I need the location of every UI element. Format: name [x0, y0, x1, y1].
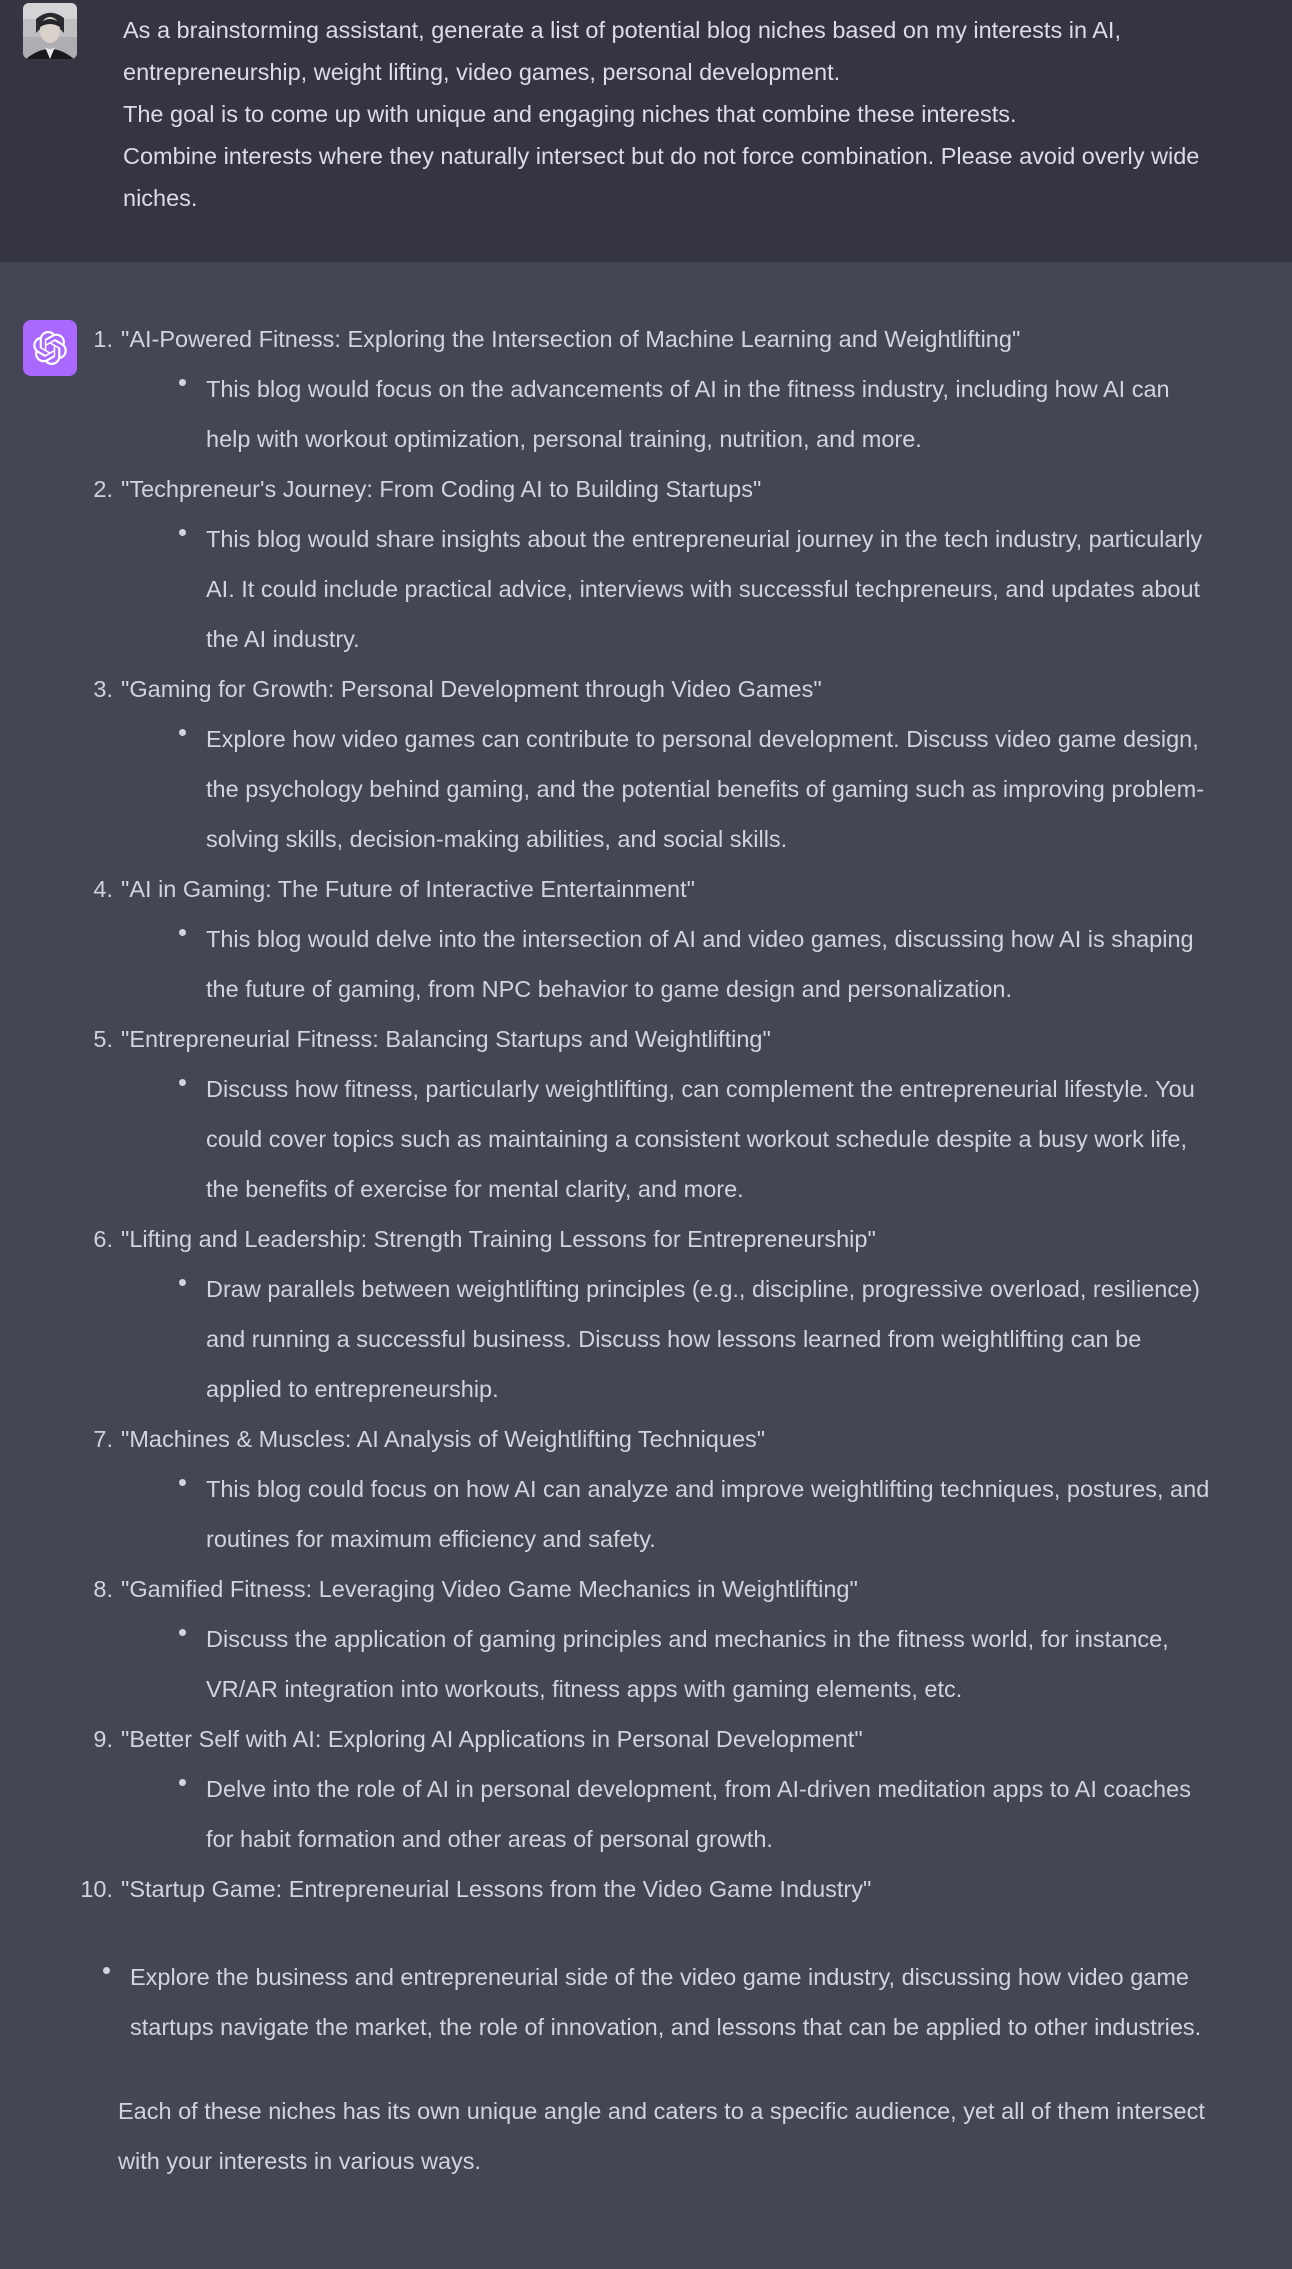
- item-description: This blog would focus on the advancements of AI in the fitness industry, including how AI can help with workout optimization, personal training, nutrition, and more.: [206, 364, 1220, 464]
- item-title: "Gaming for Growth: Personal Development through Video Games": [121, 676, 822, 702]
- item-bullets: [121, 914, 1220, 1014]
- list-item: [71, 464, 1220, 664]
- item-title: "AI in Gaming: The Future of Interactive Entertainment": [121, 876, 695, 902]
- item-number: 6.: [93, 1226, 113, 1252]
- item-bullets: [121, 1764, 1220, 1864]
- openai-logo-icon: [33, 331, 67, 365]
- user-message: [0, 0, 1292, 262]
- item-number: 7.: [93, 1426, 113, 1452]
- user-avatar: [23, 3, 77, 59]
- item-number: 4.: [93, 876, 113, 902]
- user-paragraph: The goal is to come up with unique and engaging niches that combine these interests.: [123, 101, 1017, 127]
- item-description: Explore how video games can contribute to personal development. Discuss video game design, the psychology behind gaming, and the potential benefits of gaming such as improving problem-solving skills, decision-making abilities, and social skills.: [206, 714, 1220, 864]
- item-number: 1.: [93, 326, 113, 352]
- list-item: [71, 1864, 1220, 1914]
- item-bullets: [121, 1264, 1220, 1414]
- item-number: 5.: [93, 1026, 113, 1052]
- item-description: Draw parallels between weightlifting principles (e.g., discipline, progressive overload, resilience) and running a successful business. Discuss how lessons learned from weightlifting can be applied to entrepreneurship.: [206, 1264, 1220, 1414]
- item-description: Discuss how fitness, particularly weightlifting, can complement the entrepreneurial lifestyle. You could cover topics such as maintaining a consistent workout schedule despite a busy work life, the benefits of exercise for mental clarity, and more.: [206, 1064, 1220, 1214]
- user-portrait-image: [23, 3, 77, 59]
- item-description: This blog would share insights about the entrepreneurial journey in the tech industry, particularly AI. It could include practical advice, interviews with successful techpreneurs, and updates about the AI industry.: [206, 514, 1220, 664]
- list-item: [71, 314, 1220, 464]
- item-bullets: [121, 1064, 1220, 1214]
- list-item: [71, 1214, 1220, 1414]
- item-title: "Startup Game: Entrepreneurial Lessons from the Video Game Industry": [121, 1876, 872, 1902]
- closing-paragraph: Each of these niches has its own unique angle and caters to a specific audience, yet all of them intersect with your interests in various ways.: [118, 2098, 1205, 2174]
- list-item: [71, 1564, 1220, 1714]
- item-bullets: [121, 1614, 1220, 1714]
- assistant-message: [0, 262, 1292, 2224]
- item-description: This blog could focus on how AI can analyze and improve weightlifting techniques, postures, and routines for maximum efficiency and safety.: [206, 1464, 1220, 1564]
- detached-bullet-list: [130, 1952, 1216, 2052]
- item-title: "AI-Powered Fitness: Exploring the Intersection of Machine Learning and Weightlifting": [121, 326, 1021, 352]
- list-item: [71, 1714, 1220, 1864]
- user-message-text: [123, 9, 1254, 219]
- list-item: [71, 664, 1220, 864]
- item-10-description: Explore the business and entrepreneurial side of the video game industry, discussing how video game startups navigate the market, the role of innovation, and lessons that can be applied to other industries.: [130, 1952, 1216, 2052]
- item-number: 9.: [93, 1726, 113, 1752]
- item-title: "Gamified Fitness: Leveraging Video Game Mechanics in Weightlifting": [121, 1576, 858, 1602]
- item-title: "Better Self with AI: Exploring AI Applications in Personal Development": [121, 1726, 863, 1752]
- item-title: "Techpreneur's Journey: From Coding AI to Building Startups": [121, 476, 762, 502]
- item-description: This blog would delve into the intersection of AI and video games, discussing how AI is shaping the future of gaming, from NPC behavior to game design and personalization.: [206, 914, 1220, 1014]
- list-item: [71, 864, 1220, 1014]
- item-bullets: [121, 1464, 1220, 1564]
- item-bullets: [121, 364, 1220, 464]
- item-description: Discuss the application of gaming principles and mechanics in the fitness world, for instance, VR/AR integration into workouts, fitness apps with gaming elements, etc.: [206, 1614, 1220, 1714]
- user-paragraph: Combine interests where they naturally intersect but do not force combination. Please avoid overly wide niches.: [123, 143, 1200, 211]
- list-item: [71, 1414, 1220, 1564]
- item-title: "Machines & Muscles: AI Analysis of Weightlifting Techniques": [121, 1426, 766, 1452]
- chatgpt-avatar: [23, 320, 77, 376]
- item-number: 3.: [93, 676, 113, 702]
- item-number: 10.: [80, 1876, 113, 1902]
- list-item: [71, 1014, 1220, 1214]
- item-title: "Lifting and Leadership: Strength Training Lessons for Entrepreneurship": [121, 1226, 876, 1252]
- item-number: 8.: [93, 1576, 113, 1602]
- item-description: Delve into the role of AI in personal development, from AI-driven meditation apps to AI coaches for habit formation and other areas of personal growth.: [206, 1764, 1220, 1864]
- item-bullets: [121, 714, 1220, 864]
- item-number: 2.: [93, 476, 113, 502]
- user-paragraph: As a brainstorming assistant, generate a list of potential blog niches based on my interests in AI, entrepreneurship, weight lifting, video games, personal development.: [123, 17, 1121, 85]
- niche-list: [71, 314, 1220, 1914]
- item-title: "Entrepreneurial Fitness: Balancing Startups and Weightlifting": [121, 1026, 771, 1052]
- item-bullets: [121, 514, 1220, 664]
